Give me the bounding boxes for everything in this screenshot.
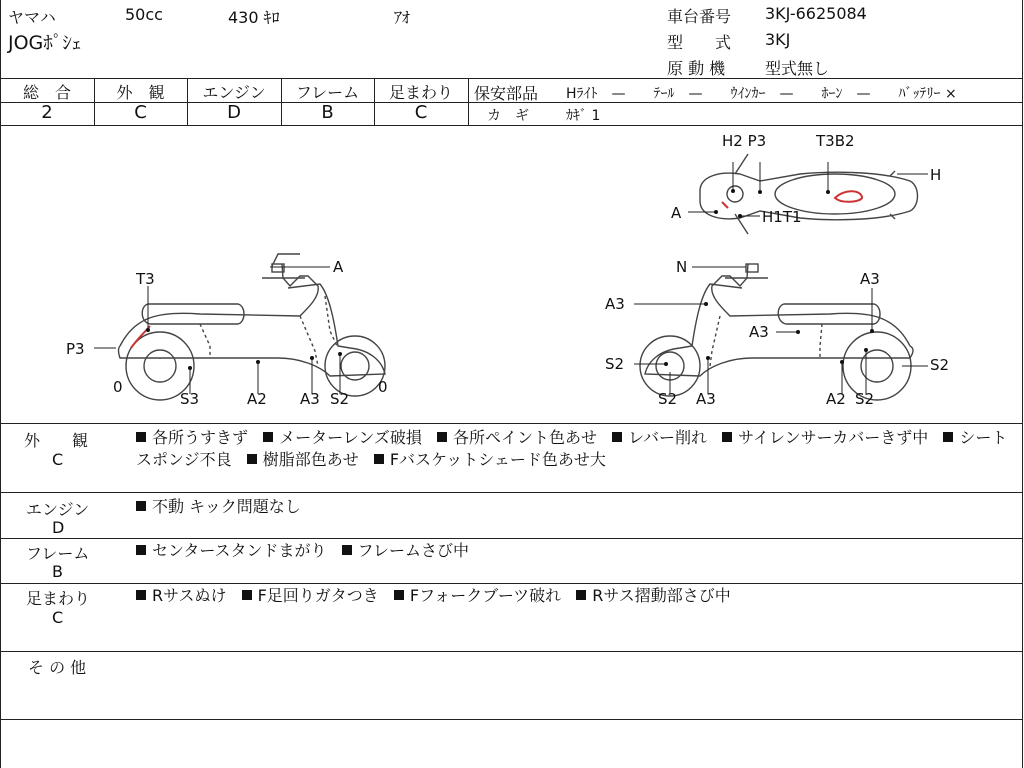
label-s2: S2: [658, 390, 678, 408]
label-h2p3: H2 P3: [722, 132, 767, 150]
grade-exterior: C: [134, 102, 147, 123]
section-name-other: そ の 他: [28, 658, 87, 677]
section-name-suspension: 足まわり: [26, 589, 91, 608]
finding: 各所うすきず: [152, 428, 249, 447]
bullet-square-icon: [943, 432, 953, 442]
label-n: N: [676, 258, 688, 276]
rule: [468, 78, 469, 125]
maker-text: ヤマハ: [8, 8, 56, 27]
label-h: H: [930, 166, 942, 184]
finding: サイレンサーカバーきず中: [738, 428, 929, 447]
cc-text: 50cc: [125, 5, 163, 24]
bullet-square-icon: [374, 454, 384, 464]
label-t3b2: T3B2: [816, 132, 855, 150]
safety-items: Hﾗｲﾄ — ﾃｰﾙ — ｳｲﾝｶｰ — ﾎｰﾝ — ﾊﾞｯﾃﾘｰ ×: [566, 86, 957, 102]
grade-header-frame: フレーム: [295, 83, 360, 102]
bullet-square-icon: [612, 432, 622, 442]
finding: シートスポンジ不良: [136, 428, 1008, 469]
section-grade-frame: B: [52, 562, 63, 581]
left-scooter-drawing: [119, 254, 386, 400]
bullet-square-icon: [437, 432, 447, 442]
border-right: [1022, 0, 1023, 768]
grade-total: 2: [41, 102, 53, 123]
section-items-engine: [136, 496, 1016, 518]
label-s2: S2: [930, 356, 950, 374]
key-value: ｶｷﾞ 1: [566, 108, 601, 124]
label-a2: A2: [247, 390, 267, 408]
safety-label: 保安部品: [474, 84, 539, 103]
finding: センタースタンドまがり: [152, 541, 327, 560]
leader-lines: [94, 162, 928, 394]
key-label: カ ギ: [487, 108, 529, 124]
rule: [0, 651, 1023, 652]
finding: 不動 キック問題なし: [152, 497, 301, 516]
grade-suspension: C: [414, 102, 428, 123]
grade-header-engine: エンジン: [202, 83, 266, 102]
section-name-engine: エンジン: [26, 500, 90, 519]
label-p3: P3: [66, 340, 85, 358]
top-damage-mark-small: [722, 202, 728, 208]
bullet-square-icon: [136, 590, 146, 600]
rule: [0, 492, 1023, 493]
bullet-square-icon: [136, 501, 146, 511]
bullet-square-icon: [576, 590, 586, 600]
label-s3: S3: [180, 390, 200, 408]
section-name-exterior: 外 観: [24, 431, 89, 450]
bullet-square-icon: [247, 454, 257, 464]
bullet-square-icon: [394, 590, 404, 600]
bullet-square-icon: [722, 432, 732, 442]
finding: 各所ペイント色あせ: [453, 428, 598, 447]
section-items-frame: [136, 540, 1016, 562]
bullet-square-icon: [263, 432, 273, 442]
frame-no: 3KJ-6625084: [765, 4, 867, 23]
label-a3: A3: [749, 323, 769, 341]
finding: Fフォークブーツ破れ: [409, 586, 562, 605]
grade-header-suspension: 足まわり: [388, 83, 453, 102]
rule: [0, 719, 1023, 720]
bullet-square-icon: [136, 432, 146, 442]
label-s2: S2: [855, 390, 875, 408]
label-zero: 0: [378, 378, 388, 396]
label-a3: A3: [300, 390, 320, 408]
engine-label: 原 動 機: [667, 59, 726, 78]
rule: [0, 583, 1023, 584]
bullet-square-icon: [242, 590, 252, 600]
bullet-square-icon: [342, 545, 352, 555]
finding: レバー削れ: [628, 428, 708, 447]
label-a2: A2: [826, 390, 846, 408]
label-t3: T3: [136, 270, 155, 288]
label-h1t1: H1T1: [762, 208, 802, 226]
engine-value: 型式無し: [765, 59, 830, 78]
section-items-suspension: [136, 585, 1016, 607]
section-grade-exterior: C: [52, 450, 64, 469]
finding: 樹脂部色あせ: [262, 450, 359, 469]
rule: [0, 538, 1023, 539]
model-name: JOGﾎﾟｼｪ: [8, 32, 82, 54]
grade-header-total: 総 合: [22, 83, 71, 102]
grade-engine: D: [227, 102, 241, 123]
label-a3: A3: [860, 270, 880, 288]
label-a3: A3: [605, 295, 625, 313]
frame-no-label: 車台番号: [667, 7, 732, 26]
label-a: A: [333, 258, 344, 276]
color-text: ｱｵ: [394, 8, 411, 27]
grade-frame: B: [321, 102, 334, 123]
label-s2: S2: [330, 390, 350, 408]
finding: Fバスケットシェード色あせ大: [389, 450, 606, 469]
section-items-exterior: [136, 427, 1016, 471]
type-label: 型 式: [667, 33, 732, 52]
finding: F足回りガタつき: [257, 586, 379, 605]
scooter-diagram: [0, 126, 1022, 424]
label-a: A: [671, 204, 682, 222]
type-value: 3KJ: [765, 30, 791, 49]
bullet-square-icon: [136, 545, 146, 555]
grade-header-exterior: 外 観: [116, 83, 165, 102]
rule: [0, 423, 1023, 424]
section-grade-suspension: C: [52, 608, 64, 627]
finding: Rサスぬけ: [152, 586, 227, 605]
top-damage-mark: [835, 191, 862, 202]
label-zero: 0: [113, 378, 123, 396]
label-s2: S2: [605, 355, 625, 373]
distance-text: 430 ｷﾛ: [228, 8, 280, 27]
section-grade-engine: D: [52, 518, 65, 537]
rule: [0, 78, 1023, 79]
finding: Rサス摺動部さび中: [592, 586, 731, 605]
finding: フレームさび中: [357, 541, 470, 560]
label-a3: A3: [696, 390, 716, 408]
finding: メーターレンズ破損: [279, 428, 422, 447]
section-name-frame: フレーム: [26, 544, 90, 563]
